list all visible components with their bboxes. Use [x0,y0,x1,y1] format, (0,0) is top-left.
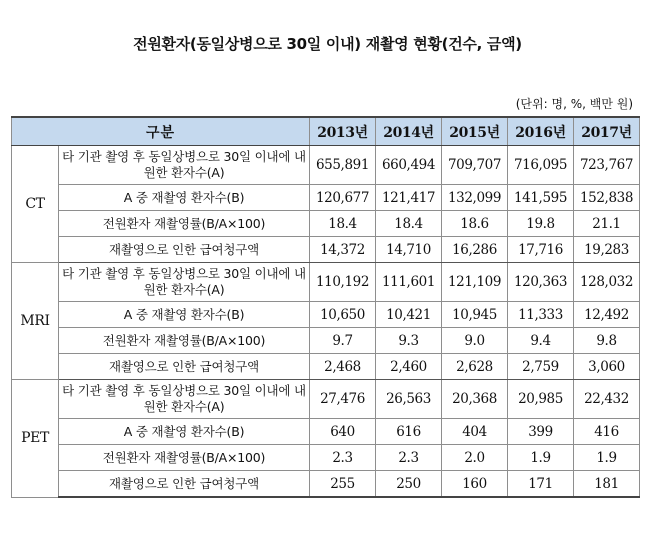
value-cell: 171 [508,471,574,498]
value-cell: 9.7 [310,328,376,354]
value-cell: 18.4 [376,211,442,237]
table-row [12,211,640,237]
item-label: 전원환자 재촬영률(B/A×100) [59,211,310,237]
value-cell: 22,432 [574,380,640,419]
value-cell: 27,476 [310,380,376,419]
document-title: 전원환자(동일상병으로 30일 이내) 재촬영 현황(건수, 금액) [133,35,522,53]
category-cell: CT [12,146,59,263]
value-cell: 1.9 [574,445,640,471]
value-cell: 181 [574,471,640,498]
table-row [12,354,640,380]
value-cell: 616 [376,419,442,445]
item-label: 타 기관 촬영 후 동일상병으로 30일 이내에 내원한 환자수(A) [59,263,310,302]
value-cell: 255 [310,471,376,498]
table-row [12,380,640,419]
item-label: A 중 재촬영 환자수(B) [59,302,310,328]
item-label: 재촬영으로 인한 급여청구액 [59,237,310,263]
item-label: A 중 재촬영 환자수(B) [59,185,310,211]
value-cell: 2.3 [310,445,376,471]
value-cell: 160 [442,471,508,498]
value-cell: 17,716 [508,237,574,263]
value-cell: 10,945 [442,302,508,328]
table-row [12,263,640,302]
item-label: 전원환자 재촬영률(B/A×100) [59,328,310,354]
value-cell: 14,372 [310,237,376,263]
table-row [12,237,640,263]
value-cell: 14,710 [376,237,442,263]
value-cell: 120,363 [508,263,574,302]
value-cell: 2.0 [442,445,508,471]
value-cell: 10,421 [376,302,442,328]
value-cell: 399 [508,419,574,445]
table-row [12,419,640,445]
table-row [12,185,640,211]
value-cell: 18.4 [310,211,376,237]
header-year: 2014년 [376,117,442,146]
value-cell: 9.3 [376,328,442,354]
value-cell: 10,650 [310,302,376,328]
value-cell: 416 [574,419,640,445]
value-cell: 709,707 [442,146,508,185]
value-cell: 121,109 [442,263,508,302]
table-row [12,445,640,471]
value-cell: 3,060 [574,354,640,380]
header-year: 2015년 [442,117,508,146]
value-cell: 12,492 [574,302,640,328]
unit-note: (단위: 명, %, 백만 원) [515,97,633,111]
value-cell: 2,468 [310,354,376,380]
value-cell: 121,417 [376,185,442,211]
value-cell: 9.8 [574,328,640,354]
value-cell: 660,494 [376,146,442,185]
value-cell: 2,628 [442,354,508,380]
value-cell: 2.3 [376,445,442,471]
item-label: 타 기관 촬영 후 동일상병으로 30일 이내에 내원한 환자수(A) [59,380,310,419]
value-cell: 19,283 [574,237,640,263]
value-cell: 21.1 [574,211,640,237]
header-year: 2016년 [508,117,574,146]
value-cell: 250 [376,471,442,498]
value-cell: 1.9 [508,445,574,471]
header-year: 2017년 [574,117,640,146]
value-cell: 110,192 [310,263,376,302]
table-row [12,146,640,185]
category-cell: MRI [12,263,59,380]
stats-table [11,116,640,498]
value-cell: 2,460 [376,354,442,380]
value-cell: 18.6 [442,211,508,237]
value-cell: 716,095 [508,146,574,185]
item-label: 전원환자 재촬영률(B/A×100) [59,445,310,471]
value-cell: 16,286 [442,237,508,263]
table-row [12,471,640,498]
value-cell: 655,891 [310,146,376,185]
item-label: 재촬영으로 인한 급여청구액 [59,354,310,380]
header-row [12,117,640,146]
value-cell: 11,333 [508,302,574,328]
value-cell: 20,985 [508,380,574,419]
table-row [12,328,640,354]
value-cell: 9.0 [442,328,508,354]
table-row [12,302,640,328]
value-cell: 404 [442,419,508,445]
value-cell: 2,759 [508,354,574,380]
value-cell: 20,368 [442,380,508,419]
value-cell: 111,601 [376,263,442,302]
header-year: 2013년 [310,117,376,146]
value-cell: 26,563 [376,380,442,419]
value-cell: 141,595 [508,185,574,211]
value-cell: 640 [310,419,376,445]
header-gubun: 구분 [12,117,310,146]
value-cell: 132,099 [442,185,508,211]
value-cell: 120,677 [310,185,376,211]
item-label: A 중 재촬영 환자수(B) [59,419,310,445]
item-label: 재촬영으로 인한 급여청구액 [59,471,310,498]
value-cell: 19.8 [508,211,574,237]
value-cell: 128,032 [574,263,640,302]
value-cell: 152,838 [574,185,640,211]
value-cell: 9.4 [508,328,574,354]
category-cell: PET [12,380,59,498]
value-cell: 723,767 [574,146,640,185]
item-label: 타 기관 촬영 후 동일상병으로 30일 이내에 내원한 환자수(A) [59,146,310,185]
